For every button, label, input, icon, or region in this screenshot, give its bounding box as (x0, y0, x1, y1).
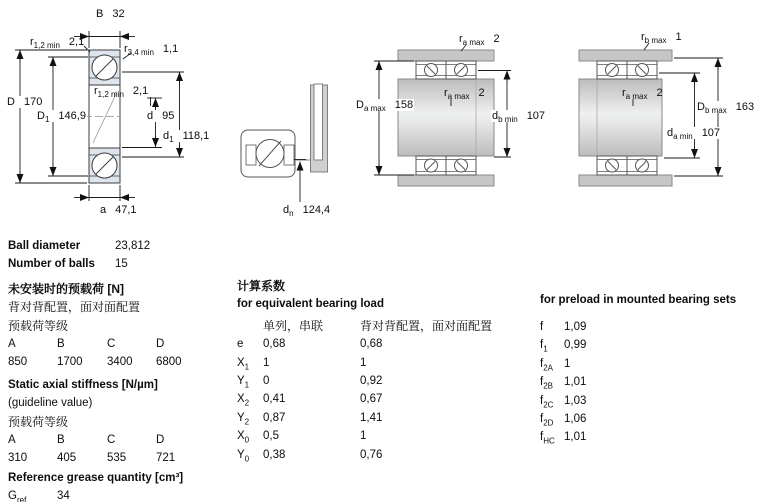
table-row (540, 355, 766, 373)
dim-symbol: d (492, 110, 499, 122)
table-row (237, 372, 519, 390)
factor-value-2: 0,76 (360, 448, 383, 461)
factor-symbol: X (237, 393, 245, 406)
preload-values-row (8, 353, 234, 371)
table-row (237, 427, 519, 445)
dim-value: 2 (656, 87, 663, 99)
factor-value-1: 0,41 (263, 393, 286, 406)
spec-row (8, 255, 234, 273)
factor-value-2: 1 (360, 430, 367, 443)
factor-value: 1,09 (564, 321, 587, 333)
dim-value: 107 (526, 110, 546, 122)
dim-value: 146,9 (58, 110, 86, 122)
dim-value: 163 (735, 101, 755, 113)
dim-value: 95 (162, 110, 175, 122)
preload-factors-rows (540, 318, 766, 447)
factor-subscript: 0 (244, 453, 250, 463)
factor-subscript: 2A (543, 363, 553, 373)
factor-value: 1 (564, 357, 571, 370)
factor-label (540, 392, 564, 410)
dim-subscript: 1,2 min (97, 90, 124, 100)
class-header: D (156, 434, 165, 447)
dim-rb-max (641, 31, 682, 46)
dim-symbol: B (96, 8, 104, 20)
factor-subscript: 1 (543, 344, 548, 354)
stiffness-title: Static axial stiffness [N/µm] (8, 378, 158, 391)
col1-header: 单列，串联 (263, 318, 324, 333)
table-row (540, 428, 766, 446)
factor-value-1: 0,38 (263, 448, 286, 461)
factor-subscript: 2C (543, 399, 554, 409)
dim-d1 (162, 130, 210, 145)
factor-label (540, 373, 564, 391)
grease-title: Reference grease quantity [cm³] (8, 471, 184, 484)
dim-subscript: a max (625, 92, 648, 102)
dim-subscript: b max (644, 36, 667, 46)
grease-value: 34 (57, 490, 70, 502)
dim-subscript: 3,4 min (127, 48, 154, 58)
factor-value-2: 0,68 (360, 338, 383, 351)
preload-arrangement: 背对背配置，面对面配置 (8, 300, 141, 315)
class-header: A (8, 434, 16, 447)
factor-subscript: 2B (543, 381, 553, 391)
factor-symbol: f (540, 339, 544, 352)
dim-symbol: d (163, 130, 170, 142)
dim-value: 1,1 (162, 43, 179, 55)
spacer (107, 487, 156, 502)
table-row (540, 318, 766, 336)
class-header: A (8, 338, 16, 351)
class-header: B (57, 338, 65, 351)
factor-symbol: e (237, 338, 244, 351)
dim-symbol: r (444, 87, 448, 99)
preload-unmounted-title: 未安装时的预载荷 [N] (8, 281, 124, 296)
class-header: C (107, 434, 116, 447)
dim-subscript: a max (447, 92, 470, 102)
dim-ra-max-top (459, 33, 500, 48)
dim-value: 118,1 (182, 130, 210, 142)
number-of-balls-label: Number of balls (8, 258, 95, 271)
dim-r12-mid (94, 85, 149, 100)
dim-symbol: d (667, 127, 674, 139)
factor-value-1: 0,68 (263, 338, 286, 351)
dim-ra-max-mid2 (622, 87, 663, 102)
dim-symbol: r (459, 33, 463, 45)
dim-subscript: 1,2 min (33, 41, 60, 51)
table-row (237, 390, 519, 408)
stiffness-value: 310 (8, 452, 28, 465)
preload-factors-column (540, 291, 766, 447)
stiffness-value: 721 (156, 452, 176, 465)
class-header: D (156, 338, 165, 351)
dim-value: 32 (112, 8, 125, 20)
factor-value-2: 0,92 (360, 375, 383, 388)
factor-symbol: Y (237, 411, 245, 424)
factor-label (540, 355, 564, 373)
dim-value: 124,4 (302, 204, 331, 216)
class-header: B (57, 434, 65, 447)
dim-a (100, 204, 137, 216)
factor-subscript: 2 (244, 417, 250, 427)
dim-D (6, 96, 43, 108)
dim-value: 2 (493, 33, 500, 45)
class-header: C (107, 338, 116, 351)
left-column (8, 237, 234, 502)
dim-value: 1 (675, 31, 682, 43)
spec-row (8, 237, 234, 255)
grease-row (8, 487, 234, 502)
factor-value: 1,01 (564, 376, 587, 389)
dim-Db-max (696, 101, 755, 116)
factor-label (237, 372, 263, 390)
factor-subscript: 2D (543, 418, 554, 428)
ball-diameter-value: 23,812 (115, 240, 151, 252)
factor-value-2: 1 (360, 356, 367, 369)
preload-factors-title: for preload in mounted bearing sets (540, 294, 737, 306)
factor-symbol: f (540, 431, 544, 444)
dim-symbol: d (147, 110, 154, 122)
stiffness-values-row (8, 449, 234, 467)
factor-symbol: Y (237, 375, 245, 388)
factor-symbol: f (540, 413, 544, 426)
factor-value: 1,03 (564, 394, 587, 407)
drawing-shaft-fit (579, 43, 723, 186)
preload-class-header-row (8, 335, 234, 353)
calc-factors-subtitle: for equivalent bearing load (237, 298, 384, 311)
dim-value: 2,1 (68, 36, 85, 48)
factor-label (540, 318, 564, 336)
dim-ra-max-mid (444, 87, 485, 102)
stiffness-value: 405 (57, 452, 77, 465)
dim-subscript: 1 (169, 135, 174, 145)
factor-label (540, 410, 564, 428)
dim-value: 2 (478, 87, 485, 99)
dim-symbol: r (94, 85, 98, 97)
dim-symbol: D (697, 101, 705, 113)
dim-d (146, 110, 175, 122)
factor-value-1: 0,87 (263, 411, 286, 424)
factor-symbol: f (540, 321, 544, 333)
table-row (540, 410, 766, 428)
dim-symbol: r (641, 31, 645, 43)
factor-symbol: Y (237, 448, 245, 461)
factor-value-2: 1,41 (360, 411, 383, 424)
grease-symbol: G (8, 490, 17, 502)
table-row (237, 335, 519, 353)
dim-value: 158 (394, 99, 414, 111)
factor-label (540, 428, 564, 446)
dim-symbol: D (37, 110, 45, 122)
ball-diameter-label: Ball diameter (8, 240, 81, 252)
preload-value: 3400 (107, 356, 133, 369)
col2-header: 背对背配置，面对面配置 (360, 318, 493, 333)
grease-label (8, 487, 57, 502)
dim-Da-max (355, 99, 414, 114)
table-row (540, 392, 766, 410)
dim-value: 47,1 (115, 204, 137, 216)
calc-factors-title: 计算系数 (237, 279, 286, 293)
drawing-oil-spot (241, 84, 328, 202)
spacer (237, 317, 263, 335)
factor-label (237, 390, 263, 408)
table-row (237, 409, 519, 427)
dim-symbol: d (283, 204, 290, 216)
factor-label (237, 409, 263, 427)
dim-symbol: D (356, 99, 364, 111)
factor-symbol: X (237, 356, 245, 369)
table-row (540, 336, 766, 354)
preload-value: 1700 (57, 356, 83, 369)
dim-symbol: r (124, 43, 128, 55)
factor-subscript: HC (543, 436, 555, 446)
number-of-balls-value: 15 (115, 258, 128, 271)
stiffness-class-label: 预载荷等级 (8, 414, 69, 429)
calc-factors-header-row (237, 317, 519, 335)
table-row (237, 354, 519, 372)
dim-r12-top (30, 36, 85, 51)
stiffness-value: 535 (107, 452, 127, 465)
dim-subscript: b min (498, 115, 518, 125)
factor-label (237, 446, 263, 464)
dim-D1 (36, 110, 87, 125)
factor-label (237, 354, 263, 372)
factor-value-2: 0,67 (360, 393, 383, 406)
dim-subscript: 1 (44, 115, 50, 125)
dim-da-min (666, 127, 721, 142)
dim-B (96, 8, 125, 20)
preload-value: 850 (8, 356, 28, 369)
spacer (156, 487, 234, 502)
dim-value: 107 (701, 127, 721, 139)
dim-subscript: a min (673, 132, 693, 142)
dim-value: 2,1 (132, 85, 149, 97)
dim-value: 170 (23, 96, 43, 108)
factor-value-1: 0 (263, 375, 270, 388)
factor-label (237, 335, 263, 353)
dim-symbol: a (100, 204, 107, 216)
dim-subscript: a max (363, 104, 386, 114)
factor-subscript: 0 (244, 435, 250, 445)
dim-subscript: b max (704, 106, 727, 116)
dim-r34 (124, 43, 179, 58)
factor-symbol: X (237, 430, 245, 443)
stiffness-note: (guideline value) (8, 397, 93, 410)
dim-symbol: D (7, 96, 15, 108)
factor-value-1: 0,5 (263, 430, 279, 443)
factor-value: 1,01 (564, 431, 587, 444)
dim-subscript: a max (462, 38, 485, 48)
factor-value-1: 1 (263, 356, 270, 369)
table-row (540, 373, 766, 391)
dim-symbol: r (622, 87, 626, 99)
factor-subscript: 1 (244, 361, 250, 371)
table-row (237, 446, 519, 464)
factor-subscript: 1 (244, 380, 250, 390)
factor-symbol: f (540, 357, 544, 370)
factor-label (540, 336, 564, 354)
dim-symbol: r (30, 36, 34, 48)
factor-value: 0,99 (564, 339, 587, 352)
grease-subscript: ref (16, 495, 27, 502)
preload-class-label: 预载荷等级 (8, 318, 69, 333)
dim-subscript: n (289, 209, 294, 219)
calc-factors-column (237, 277, 519, 464)
dim-db-min (491, 110, 546, 125)
factor-value: 1,06 (564, 413, 587, 426)
stiffness-class-header-row (8, 431, 234, 449)
factor-subscript: 2 (244, 398, 250, 408)
factor-label (237, 427, 263, 445)
preload-value: 6800 (156, 356, 182, 369)
dim-dn (283, 204, 331, 219)
factor-symbol: f (540, 376, 544, 389)
factor-symbol: f (540, 394, 544, 407)
